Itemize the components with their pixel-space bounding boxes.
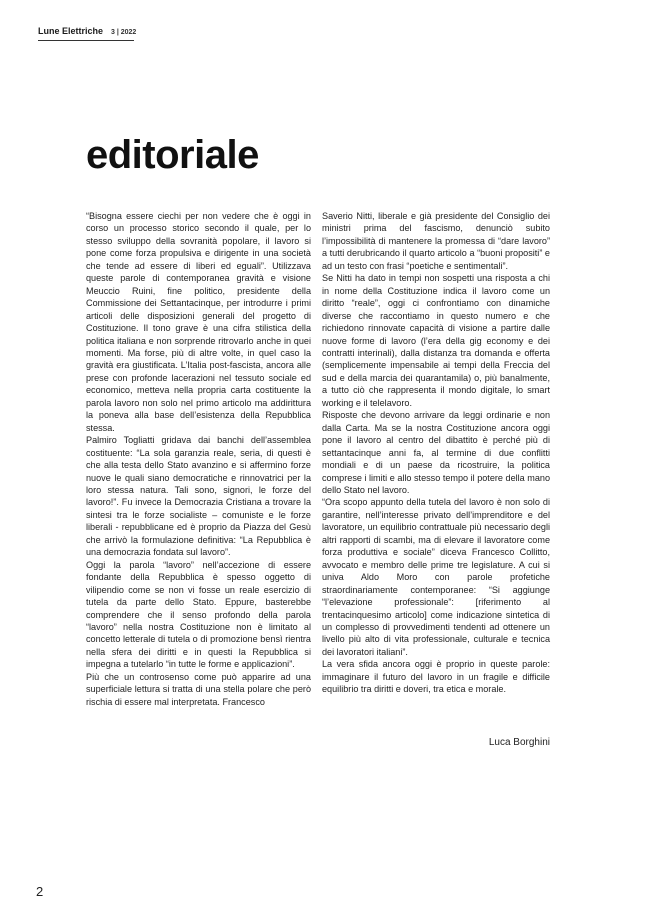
running-head (38, 26, 136, 36)
header-rule (38, 40, 134, 41)
page-title: editoriale (86, 133, 259, 177)
paragraph: “Bisogna essere ciechi per non vedere che è oggi in corso un processo storico secondo il quale, per lo stesso sviluppo della sovranità popolare, il lavoro si pone come forza propulsiva e dirigente in una società che tende ad essere di liberi ed eguali”. Utilizzava queste parole di contemporanea gravità e visione Meuccio Ruini, fine politico, presidente della Commissione dei Settantacinque, per introdurre i primi articoli delle disposizioni generali del progetto di Costituzione. Il tono grave è una cifra stilistica della politica italiana e non sorprende ritrovarlo anche in quei momenti. Ma forse, più di altre volte, in quel caso la gravità era giustificata. L’Italia post-fascista, ancora alle prese con profonde lacerazioni nel tessuto sociale ed economico, metteva nella propria carta costituente la parola lavoro non solo nel primo articolo ma addirittura la poneva alla base dell’esistenza della Repubblica stessa. (86, 211, 311, 433)
paragraph: Se Nitti ha dato in tempi non sospetti una risposta a chi in nome della Costituzione indica il lavoro come un diritto “reale”, oggi ci confrontiamo con dinamiche diverse che raccontiamo in questo numero e che richiedono rinnovate capacità di visione a partire dalle nuove forme di lavoro (l’era della gig economy e dei contratti interinali), dalla distanza tra domanda e offerta (semplicemente impensabile ai tempi della Freccia del sud e della marcia dei quarantamila) o, più banalmente, a tutto ciò che rappresenta il mondo digitale, lo smart working e il telelavoro. (322, 273, 550, 408)
paragraph: Saverio Nitti, liberale e già presidente del Consiglio dei ministri prima del fascismo, denunciò subito l’impossibilità di mantenere la promessa di “dare lavoro” a tutti derubricando il quarto articolo a “buoni propositi” e ad un testo con frasi “poetiche e sentimentali”. (322, 211, 550, 271)
paragraph: La vera sfida ancora oggi è proprio in queste parole: immaginare il futuro del lavoro in un fragile e difficile equilibrio tra diritti e doveri, tra etica e morale. (322, 659, 550, 695)
paragraph: Oggi la parola “lavoro” nell’accezione di essere fondante della Repubblica è spesso oggetto di vilipendio come se non vi fosse un reale esercizio di tutela da parte dello Stato. Eppure, basterebbe comprendere che il senso profondo della parola “lavoro” nella nostra Costituzione non è limitato al concetto letterale di tutela o di promozione bensì rientra nella sfera dei diritti e in questi la Repubblica si impegna a tutelarlo “in tutte le forme e applicazioni”. (86, 559, 311, 670)
page-number: 2 (36, 884, 44, 899)
paragraph: Più che un controsenso come può apparire ad una superficiale lettura si tratta di una stella polare che però rischia di essere mal interpretata. Francesco (86, 671, 311, 707)
author-signature: Luca Borghini (488, 737, 550, 748)
text-column-right (322, 210, 550, 696)
publication-name: Lune Elettriche (38, 26, 104, 36)
issue-number: 3 | 2022 (111, 29, 137, 36)
paragraph: Palmiro Togliatti gridava dai banchi dell’assemblea costituente: “La sola garanzia reale, seria, di questi è che alla testa dello Stato avanzino e si affermino forze nuove le quali siano democratiche e rinnovatrici per la loro stessa natura. Tali sono, signori, le forze del lavoro!”. Fu invece la Democrazia Cristiana a trovare la sintesi tra le forze socialiste – comuniste e le forze liberali - repubblicane ed è proprio da Piazza del Gesù che arrivò la formulazione definitiva: “La Repubblica è una democrazia fondata sul lavoro”. (86, 435, 311, 558)
paragraph: “Ora scopo appunto della tutela del lavoro è non solo di garantire, nell’interesse privato dell’imprenditore e del lavoratore, un equilibrio contrattuale più necessario degli altri rapporti di scambi, ma di elevare il lavoratore come forza produttiva e sociale” diceva Francesco Collitto, avvocato e membro delle prime tre legislature. A cui si univa Aldo Moro con parole profetiche straordinariamente contemporanee: “Si aggiunge “l’elevazione professionale”: [riferimento al trentacinquesimo articolo] come indicazione sintetica di un complesso di provvedimenti tendenti ad ottenere un livello più alto di vita professionale, culturale e tecnica dei lavoratori italiani”. (322, 497, 550, 657)
text-column-left (86, 210, 311, 708)
paragraph: Risposte che devono arrivare da leggi ordinarie e non dalla Carta. Ma se la nostra Costituzione ancora oggi pone il lavoro al centro del dibattito è perché più di settantacinque anni fa, al termine di due conflitti mondiali e di un paese da ricostruire, la politica comprese i limiti e allo stesso tempo il potere della mano dello Stato nel lavoro. (322, 410, 550, 495)
